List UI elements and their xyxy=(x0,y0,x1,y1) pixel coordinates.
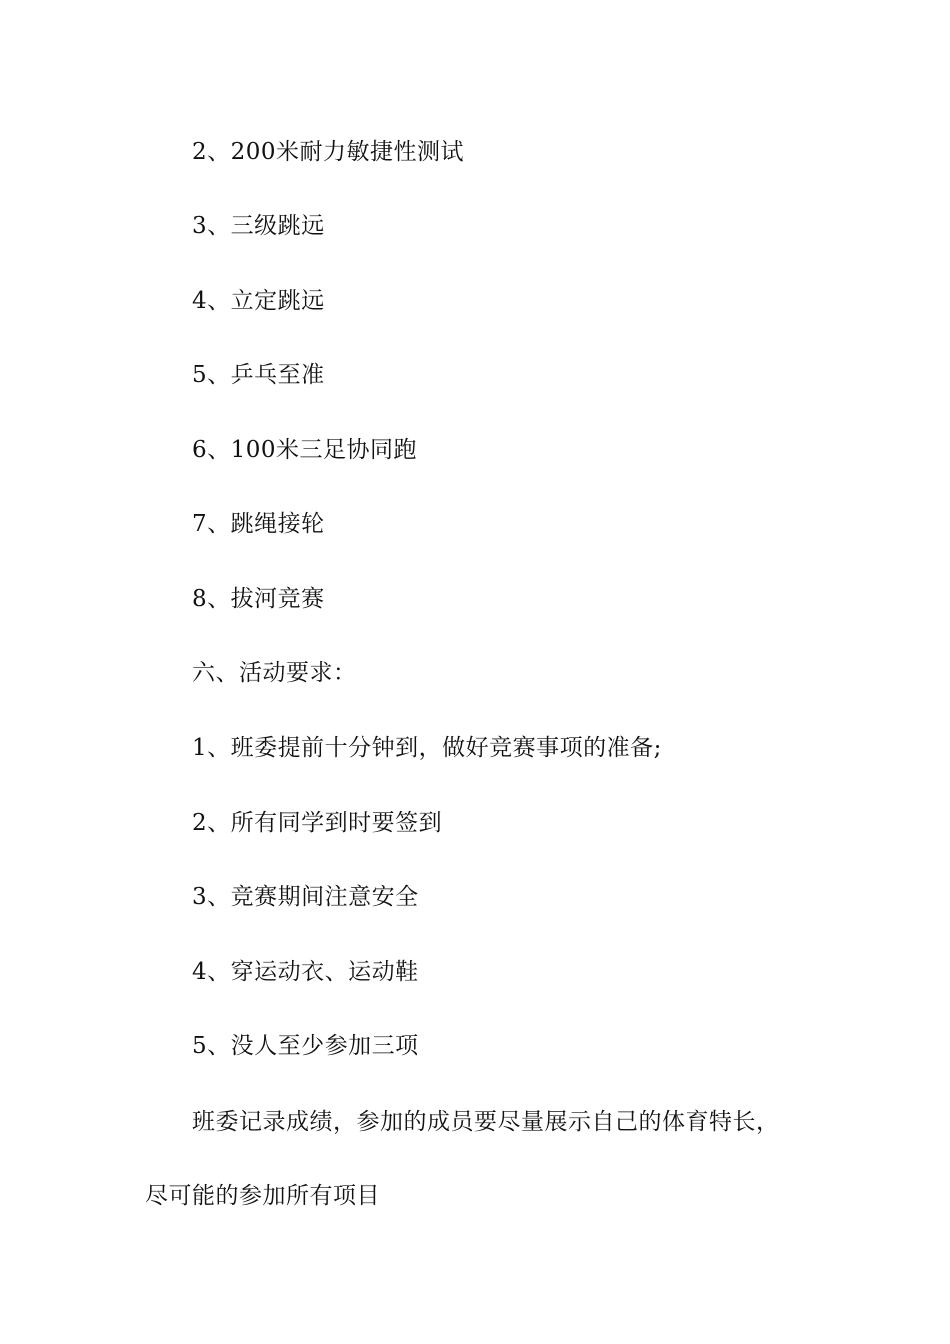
list-item-200m-agility-test: 2、200米耐力敏捷性测试 xyxy=(192,139,465,165)
paragraph-closing-line-2: 尽可能的参加所有项目 xyxy=(145,1183,380,1209)
requirement-item-safety: 3、竞赛期间注意安全 xyxy=(192,884,419,910)
list-item-triple-jump: 3、三级跳远 xyxy=(192,213,325,239)
list-item-ping-pong-accuracy: 5、乒乓至准 xyxy=(192,362,325,388)
list-item-standing-long-jump: 4、立定跳远 xyxy=(192,288,325,314)
requirement-item-sportswear: 4、穿运动衣、运动鞋 xyxy=(192,959,419,985)
list-item-tug-of-war: 8、拔河竞赛 xyxy=(192,586,325,612)
requirement-item-three-events: 5、没人至少参加三项 xyxy=(192,1033,419,1059)
section-heading-activity-requirements: 六、活动要求： xyxy=(192,660,357,686)
requirement-item-sign-in: 2、所有同学到时要签到 xyxy=(192,810,443,836)
list-item-three-legged-race: 6、100米三足协同跑 xyxy=(192,437,418,463)
requirement-item-committee-arrive-early: 1、班委提前十分钟到，做好竞赛事项的准备; xyxy=(192,735,662,761)
list-item-jump-rope-relay: 7、跳绳接轮 xyxy=(192,511,325,537)
paragraph-closing-line-1: 班委记录成绩，参加的成员要尽量展示自己的体育特长， xyxy=(192,1109,780,1135)
